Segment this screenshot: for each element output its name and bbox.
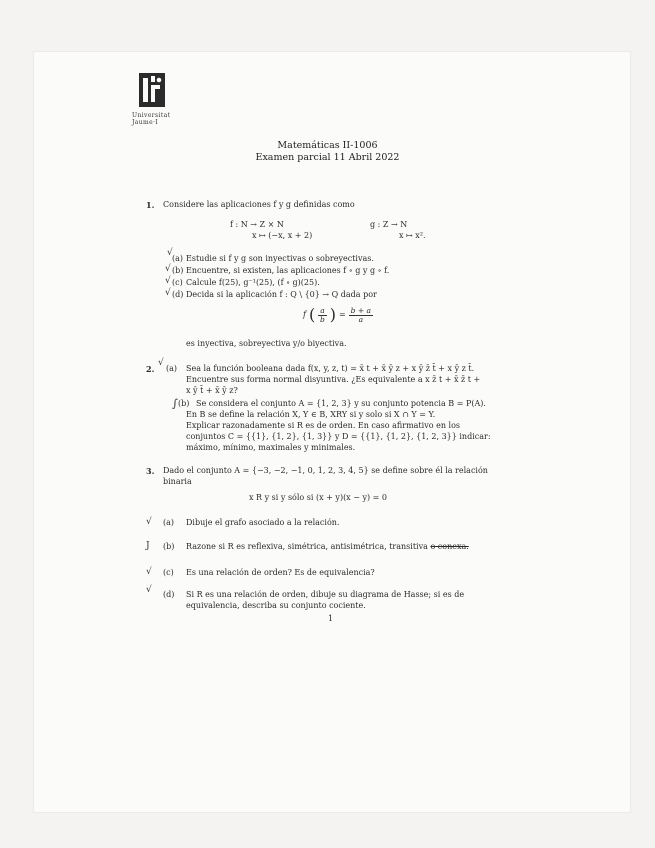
- q3b-check-mark: J: [146, 541, 150, 551]
- q1c-check-mark: √: [165, 276, 171, 286]
- formula-lhs-numerator: a: [320, 306, 325, 315]
- university-line-1: Universitat: [132, 112, 171, 119]
- q2b-line-3: Explicar razonadamente si R es de orden. En caso afirmativo en los: [186, 421, 460, 430]
- university-logo: [139, 73, 165, 107]
- q3-number: 3.: [146, 466, 155, 476]
- formula-rhs-numerator: b + a: [350, 306, 371, 315]
- q1c-text: Calcule f(25), g⁻¹(25), (f ∘ g)(25).: [186, 278, 320, 287]
- q1b-label: (b): [172, 266, 184, 275]
- q2b-line-5: máximo, mínimo, maximales y minimales.: [186, 443, 356, 452]
- q2a-check-mark: √: [158, 358, 164, 368]
- q1a-text: Estudie si f y g son inyectivas o sobreyectivas.: [186, 254, 374, 263]
- q1-g-mapping: x ↦ x².: [399, 231, 426, 240]
- formula-rhs-denominator: a: [358, 315, 364, 324]
- q2b-label: (b): [178, 399, 190, 408]
- q3b-label: (b): [163, 542, 175, 551]
- q3c-check-mark: √: [146, 567, 152, 577]
- q1d-text: Decida si la aplicación f : Q \ {0} → Q dada por: [186, 290, 377, 299]
- page-number: 1: [328, 614, 334, 623]
- q2b-line-1: Se considera el conjunto A = {1, 2, 3} y su conjunto potencia B = P(A).: [196, 399, 486, 408]
- formula-lhs-denominator: b: [320, 315, 325, 324]
- q1-intro: Considere las aplicaciones f y g definidas como: [163, 200, 355, 209]
- q3-relation: x R y si y sólo si (x + y)(x − y) = 0: [249, 493, 388, 502]
- formula-lhs-fraction: [318, 307, 326, 324]
- q1-conclusion: es inyectiva, sobreyectiva y/o biyectiva.: [186, 339, 347, 348]
- q3-intro-2: binaria: [163, 477, 192, 486]
- q1-number: 1.: [146, 200, 155, 210]
- formula-rhs-fraction: [349, 307, 373, 324]
- university-name: [132, 112, 170, 126]
- university-line-2: Jaume·I: [132, 119, 159, 126]
- q1-f-definition: f : N → Z × N: [230, 220, 284, 229]
- q1-f-mapping: x ↦ (−x, x + 2): [252, 231, 313, 240]
- exam-title: Matemáticas II-1006: [277, 140, 378, 151]
- q3b-text: [186, 542, 469, 553]
- q3d-check-mark: √: [146, 585, 152, 595]
- q2b-line-2: En B se define la relación X, Y ∈ B, XRY si y solo si X ∩ Y = Y.: [186, 410, 436, 419]
- q3b-text-struck: o conexa.: [430, 542, 469, 551]
- q2-number: 2.: [146, 364, 155, 374]
- q2a-label: (a): [166, 364, 178, 373]
- q3c-label: (c): [163, 568, 174, 577]
- exam-subtitle: Examen parcial 11 Abril 2022: [255, 152, 400, 163]
- q1b-check-mark: √: [165, 264, 171, 274]
- q1-formula: [303, 307, 373, 324]
- q1b-text: Encuentre, si existen, las aplicaciones f ∘ g y g ∘ f.: [186, 266, 390, 275]
- q3b-text-main: Razone si R es reflexiva, simétrica, antisimétrica, transitiva: [186, 542, 428, 551]
- q2a-line-3: x ȳ t̄ + x̄ ȳ z?: [186, 386, 238, 395]
- q1d-label: (d): [172, 290, 184, 299]
- q3a-label: (a): [163, 518, 175, 527]
- q2b-line-4: conjuntos C = {{1}, {1, 2}, {1, 3}} y D = {{1}, {1, 2}, {1, 2, 3}} indicar:: [186, 432, 491, 441]
- q3-intro-1: Dado el conjunto A = {−3, −2, −1, 0, 1, 2, 3, 4, 5} se define sobre él la relación: [163, 466, 488, 475]
- formula-close-paren: ): [329, 305, 336, 325]
- q1d-check-mark: √: [165, 288, 171, 298]
- q1c-label: (c): [172, 278, 183, 287]
- q3c-text: Es una relación de orden? Es de equivalencia?: [186, 568, 375, 577]
- q2a-line-2: Encuentre sus forma normal disyuntiva. ¿Es equivalente a x z̄ t + x̄ z̄ t +: [186, 375, 481, 384]
- q1-g-definition: g : Z → N: [370, 220, 408, 229]
- formula-f: f: [303, 310, 306, 320]
- q1a-label: (a): [172, 254, 184, 263]
- q2a-line-1: Sea la función booleana dada f(x, y, z, t) = x̄ t + x̄ ȳ z + x ȳ z̄ t̄ + x ȳ z t̄.: [186, 364, 475, 373]
- formula-open-paren: (: [308, 305, 316, 325]
- q3a-text: Dibuje el grafo asociado a la relación.: [186, 518, 340, 527]
- formula-equals: =: [338, 310, 346, 320]
- q3d-line-2: equivalencia, describa su conjunto cociente.: [186, 601, 366, 610]
- q3d-line-1: Si R es una relación de orden, dibuje su diagrama de Hasse; si es de: [186, 590, 465, 599]
- q2b-check-mark: ∫: [172, 397, 178, 410]
- q3a-check-mark: √: [146, 517, 152, 527]
- q3d-label: (d): [163, 590, 175, 599]
- q1a-check-mark: √: [167, 248, 173, 258]
